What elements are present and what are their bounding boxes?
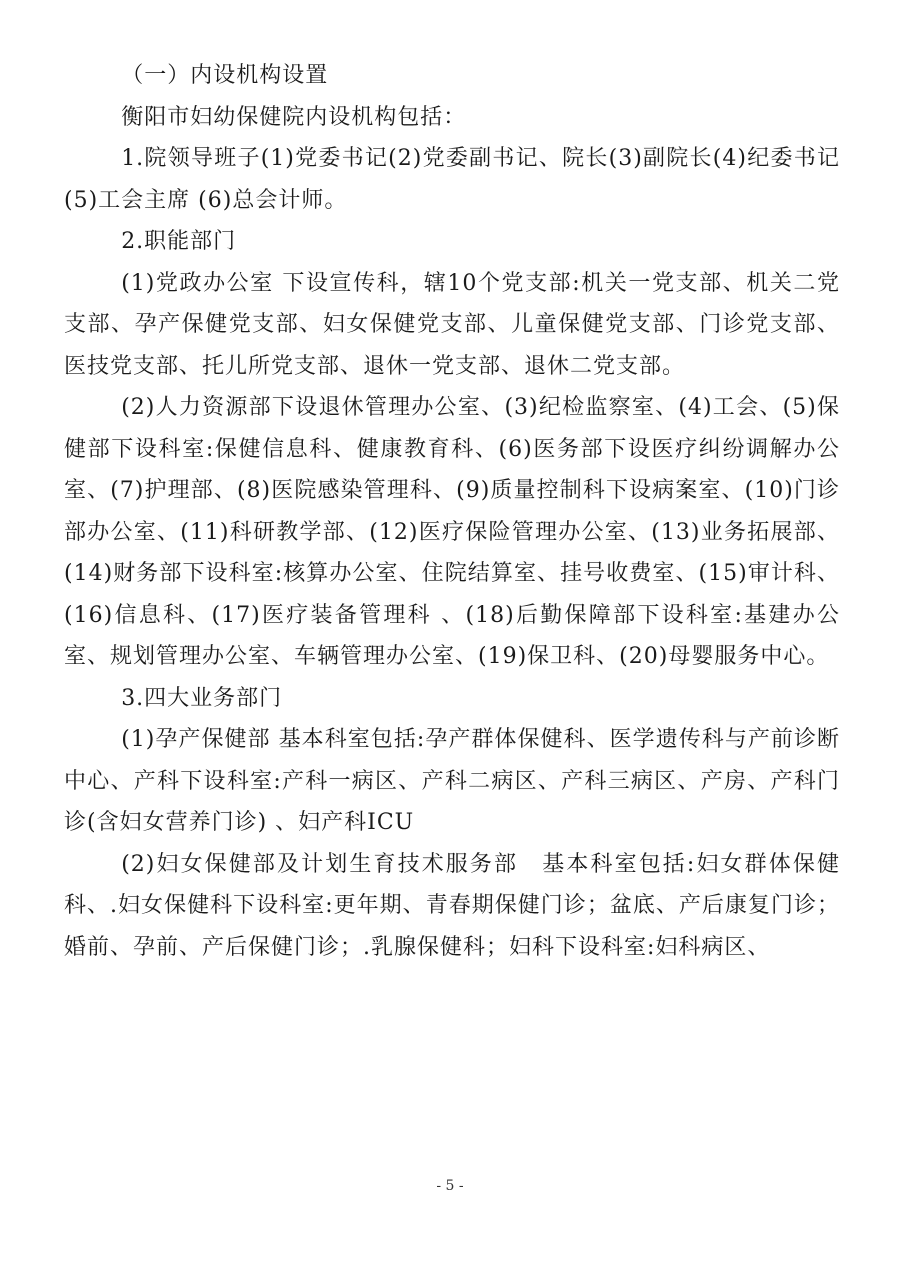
paragraph-functional-heading: 2.职能部门: [121, 229, 237, 254]
page-number: - 5 -: [436, 1178, 464, 1194]
document-body: [64, 55, 840, 968]
paragraph-functional-list: (2)人力资源部下设退休管理办公室、(3)纪检监察室、(4)工会、(5)保健部下设科室:保健信息科、健康教育科、(6)医务部下设医疗纠纷调解办公室、(7)护理部、(8)医院感染管理科、(9)质量控制科下设病案室、(10)门诊部办公室、(11)科研教学部、(12)医疗保险管理办公室、(13)业务拓展部、(14)财务部下设科室:核算办公室、住院结算室、挂号收费室、(15)审计科、(16)信息科、(17)医疗装备管理科 、(18)后勤保障部下设科室:基建办公室、规划管理办公室、车辆管理办公室、(19)保卫科、(20)母婴服务中心。: [64, 395, 840, 669]
section-heading: （一）内设机构设置: [121, 63, 329, 88]
paragraph-party-office: (1)党政办公室 下设宣传科，辖10个党支部:机关一党支部、机关二党支部、孕产保健党支部、妇女保健党支部、儿童保健党支部、门诊党支部、医技党支部、托儿所党支部、退休一党支部、退休二党支部。: [64, 270, 840, 379]
paragraph-leadership: 1.院领导班子(1)党委书记(2)党委副书记、院长(3)副院长(4)纪委书记(5)工会主席 (6)总会计师。: [64, 146, 840, 213]
paragraph-women-care: (2)妇女保健部及计划生育技术服务部 基本科室包括:妇女群体保健科、.妇女保健科下设科室:更年期、青春期保健门诊；盆底、产后康复门诊；婚前、孕前、产后保健门诊；.乳腺保健科；妇科下设科室:妇科病区、: [64, 851, 840, 960]
paragraph-maternal-care: (1)孕产保健部 基本科室包括:孕产群体保健科、医学遗传科与产前诊断中心、产科下设科室:产科一病区、产科二病区、产科三病区、产房、产科门诊(含妇女营养门诊) 、妇产科ICU: [64, 727, 840, 835]
intro-paragraph: 衡阳市妇幼保健院内设机构包括：: [121, 104, 467, 130]
paragraph-business-heading: 3.四大业务部门: [121, 685, 283, 711]
